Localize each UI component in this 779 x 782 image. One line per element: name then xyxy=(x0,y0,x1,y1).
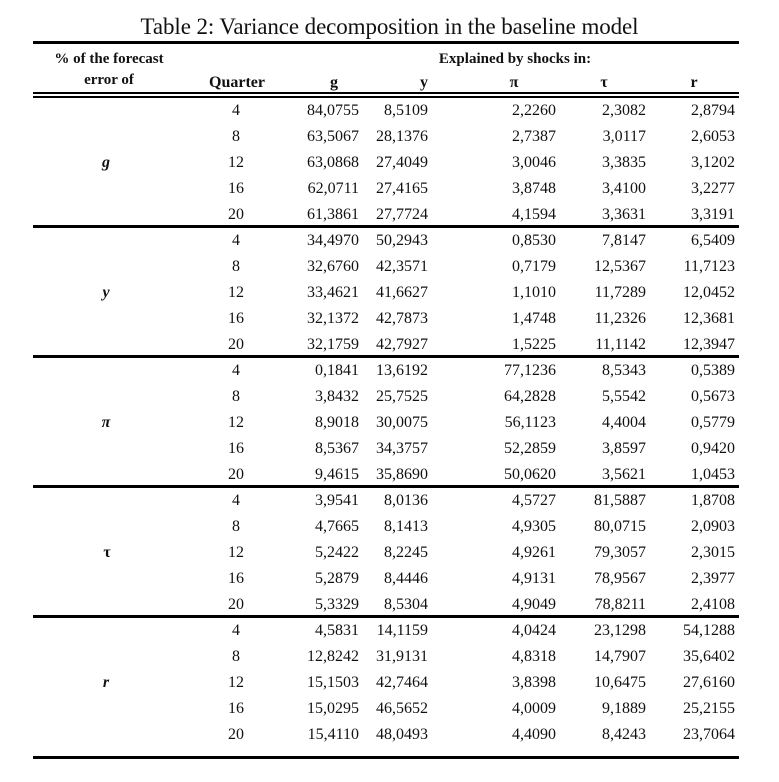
value-cell-tau: 8,4243 xyxy=(602,726,646,743)
value-cell-tau: 10,6475 xyxy=(594,674,646,691)
table-row: 12 63,0868 27,4049 3,0046 3,3835 3,1202 xyxy=(33,150,739,176)
value-cell-pi: 1,1010 xyxy=(512,284,556,301)
value-cell-pi: 4,0009 xyxy=(512,700,556,717)
value-cell-pi: 4,9131 xyxy=(512,570,556,587)
value-cell-tau: 14,7907 xyxy=(594,648,646,665)
value-cell-pi: 4,9261 xyxy=(512,544,556,561)
value-cell-y: 42,3571 xyxy=(376,258,428,275)
table-row: 16 32,1372 42,7873 1,4748 11,2326 12,3681 xyxy=(33,306,739,332)
value-cell-g: 9,4615 xyxy=(315,466,359,483)
table-row: 16 62,0711 27,4165 3,8748 3,4100 3,2277 xyxy=(33,176,739,202)
value-cell-pi: 1,5225 xyxy=(512,336,556,353)
value-cell-tau: 3,3631 xyxy=(602,206,646,223)
value-cell-pi: 4,9049 xyxy=(512,596,556,613)
value-cell-tau: 9,1889 xyxy=(602,700,646,717)
value-cell-pi: 50,0620 xyxy=(504,466,556,483)
value-cell-tau: 81,5887 xyxy=(594,492,646,509)
value-cell-r: 12,0452 xyxy=(683,284,735,301)
table-row: 8 12,8242 31,9131 4,8318 14,7907 35,6402 xyxy=(33,644,739,670)
quarter-header: Quarter xyxy=(209,74,265,91)
value-cell-g: 5,3329 xyxy=(315,596,359,613)
value-cell-g: 61,3861 xyxy=(307,206,359,223)
table-row: 16 5,2879 8,4446 4,9131 78,9567 2,3977 xyxy=(33,566,739,592)
value-cell-tau: 12,5367 xyxy=(594,258,646,275)
column-header-tau: τ xyxy=(600,74,608,91)
value-cell-tau: 5,5542 xyxy=(602,388,646,405)
group-label: τ xyxy=(103,544,111,561)
value-cell-g: 34,4970 xyxy=(307,232,359,249)
table-row: 12 33,4621 41,6627 1,1010 11,7289 12,0452 xyxy=(33,280,739,306)
value-cell-tau: 8,5343 xyxy=(602,362,646,379)
group-label: r xyxy=(102,674,110,691)
value-cell-g: 5,2422 xyxy=(315,544,359,561)
value-cell-r: 0,5673 xyxy=(691,388,735,405)
value-cell-y: 8,5304 xyxy=(384,596,428,613)
value-cell-y: 25,7525 xyxy=(376,388,428,405)
value-cell-pi: 4,4090 xyxy=(512,726,556,743)
value-cell-y: 42,7873 xyxy=(376,310,428,327)
value-cell-g: 4,7665 xyxy=(315,518,359,535)
value-cell-y: 14,1159 xyxy=(376,622,428,639)
table-row: 4 34,4970 50,2943 0,8530 7,8147 6,5409 xyxy=(33,228,739,254)
table-row: 16 8,5367 34,3757 52,2859 3,8597 0,9420 xyxy=(33,436,739,462)
value-cell-r: 0,5389 xyxy=(691,362,735,379)
value-cell-pi: 4,5727 xyxy=(512,492,556,509)
column-header-g: g xyxy=(330,74,338,91)
value-cell-pi: 77,1236 xyxy=(504,362,556,379)
value-cell-pi: 2,7387 xyxy=(512,128,556,145)
value-cell-r: 2,8794 xyxy=(691,102,735,119)
value-cell-tau: 23,1298 xyxy=(594,622,646,639)
value-cell-y: 41,6627 xyxy=(376,284,428,301)
group-label: g xyxy=(102,154,110,171)
value-cell-pi: 2,2260 xyxy=(512,102,556,119)
value-cell-r: 3,1202 xyxy=(691,154,735,171)
value-cell-y: 27,4165 xyxy=(376,180,428,197)
value-cell-y: 34,3757 xyxy=(376,440,428,457)
value-cell-r: 2,4108 xyxy=(691,596,735,613)
value-cell-y: 42,7927 xyxy=(376,336,428,353)
value-cell-g: 15,0295 xyxy=(307,700,359,717)
value-cell-y: 46,5652 xyxy=(376,700,428,717)
value-cell-g: 15,4110 xyxy=(307,726,359,743)
value-cell-tau: 11,1142 xyxy=(595,336,646,353)
table-row: 4 84,0755 8,5109 2,2260 2,3082 2,8794 xyxy=(33,98,739,124)
value-cell-pi: 52,2859 xyxy=(504,440,556,457)
table-row: 20 5,3329 8,5304 4,9049 78,8211 2,4108 xyxy=(33,592,739,618)
value-cell-tau: 3,4100 xyxy=(602,180,646,197)
table-row: 20 61,3861 27,7724 4,1594 3,3631 3,3191 xyxy=(33,202,739,228)
table-row: 20 15,4110 48,0493 4,4090 8,4243 23,7064 xyxy=(33,722,739,748)
value-cell-y: 8,0136 xyxy=(384,492,428,509)
value-cell-r: 54,1288 xyxy=(683,622,735,639)
value-cell-y: 8,1413 xyxy=(384,518,428,535)
column-header-pi: π xyxy=(509,74,519,91)
value-cell-pi: 3,8748 xyxy=(512,180,556,197)
table-title: Table 2: Variance decomposition in the baseline model xyxy=(140,14,639,39)
value-cell-y: 13,6192 xyxy=(376,362,428,379)
value-cell-tau: 3,3835 xyxy=(602,154,646,171)
value-cell-y: 48,0493 xyxy=(376,726,428,743)
value-cell-r: 6,5409 xyxy=(691,232,735,249)
value-cell-y: 28,1376 xyxy=(376,128,428,145)
value-cell-pi: 4,1594 xyxy=(512,206,556,223)
value-cell-tau: 4,4004 xyxy=(602,414,646,431)
value-cell-g: 33,4621 xyxy=(307,284,359,301)
value-cell-tau: 80,0715 xyxy=(594,518,646,535)
value-cell-r: 1,0453 xyxy=(691,466,735,483)
value-cell-pi: 3,8398 xyxy=(512,674,556,691)
table-row: 8 3,8432 25,7525 64,2828 5,5542 0,5673 xyxy=(33,384,739,410)
table-row: 4 0,1841 13,6192 77,1236 8,5343 0,5389 xyxy=(33,358,739,384)
group-label: π xyxy=(101,414,111,431)
value-cell-r: 2,6053 xyxy=(691,128,735,145)
value-cell-tau: 79,3057 xyxy=(594,544,646,561)
value-cell-g: 0,1841 xyxy=(315,362,359,379)
table-row: 12 15,1503 42,7464 3,8398 10,6475 27,6160 xyxy=(33,670,739,696)
table-row: 4 4,5831 14,1159 4,0424 23,1298 54,1288 xyxy=(33,618,739,644)
table-row: 20 32,1759 42,7927 1,5225 11,1142 12,3947 xyxy=(33,332,739,358)
value-cell-r: 25,2155 xyxy=(683,700,735,717)
value-cell-g: 32,6760 xyxy=(307,258,359,275)
value-cell-r: 3,2277 xyxy=(691,180,735,197)
top-rule xyxy=(33,41,739,44)
table-row: 12 5,2422 8,2245 4,9261 79,3057 2,3015 xyxy=(33,540,739,566)
value-cell-r: 2,0903 xyxy=(691,518,735,535)
value-cell-tau: 3,5621 xyxy=(602,466,646,483)
value-cell-y: 8,5109 xyxy=(384,102,428,119)
table-row: 16 15,0295 46,5652 4,0009 9,1889 25,2155 xyxy=(33,696,739,722)
value-cell-g: 32,1372 xyxy=(307,310,359,327)
value-cell-pi: 0,7179 xyxy=(512,258,556,275)
value-cell-pi: 4,9305 xyxy=(512,518,556,535)
value-cell-r: 12,3681 xyxy=(683,310,735,327)
value-cell-pi: 0,8530 xyxy=(512,232,556,249)
value-cell-g: 12,8242 xyxy=(307,648,359,665)
spanner-header: Explained by shocks in: xyxy=(438,51,592,67)
value-cell-g: 63,5067 xyxy=(307,128,359,145)
value-cell-pi: 1,4748 xyxy=(512,310,556,327)
value-cell-tau: 11,7289 xyxy=(594,284,646,301)
value-cell-r: 11,7123 xyxy=(683,258,735,275)
value-cell-y: 27,7724 xyxy=(376,206,428,223)
value-cell-tau: 78,8211 xyxy=(594,596,646,613)
value-cell-r: 35,6402 xyxy=(683,648,735,665)
value-cell-pi: 56,1123 xyxy=(504,414,556,431)
column-header-r: r xyxy=(690,74,698,91)
value-cell-g: 3,9541 xyxy=(315,492,359,509)
value-cell-r: 12,3947 xyxy=(683,336,735,353)
row-label-header-line2: error of xyxy=(84,72,134,88)
table-row: 8 63,5067 28,1376 2,7387 3,0117 2,6053 xyxy=(33,124,739,150)
value-cell-g: 32,1759 xyxy=(307,336,359,353)
value-cell-pi: 64,2828 xyxy=(504,388,556,405)
group-label: y xyxy=(102,284,110,301)
table-row: 20 9,4615 35,8690 50,0620 3,5621 1,0453 xyxy=(33,462,739,488)
value-cell-r: 27,6160 xyxy=(683,674,735,691)
value-cell-tau: 11,2326 xyxy=(594,310,646,327)
value-cell-g: 84,0755 xyxy=(307,102,359,119)
value-cell-tau: 78,9567 xyxy=(594,570,646,587)
table-row: 12 8,9018 30,0075 56,1123 4,4004 0,5779 xyxy=(33,410,739,436)
value-cell-g: 8,5367 xyxy=(315,440,359,457)
value-cell-r: 0,5779 xyxy=(691,414,735,431)
value-cell-y: 8,2245 xyxy=(384,544,428,561)
value-cell-tau: 2,3082 xyxy=(602,102,646,119)
value-cell-tau: 3,8597 xyxy=(602,440,646,457)
value-cell-y: 50,2943 xyxy=(376,232,428,249)
table-row: 8 4,7665 8,1413 4,9305 80,0715 2,0903 xyxy=(33,514,739,540)
value-cell-g: 8,9018 xyxy=(315,414,359,431)
value-cell-g: 63,0868 xyxy=(307,154,359,171)
value-cell-pi: 4,0424 xyxy=(512,622,556,639)
value-cell-r: 3,3191 xyxy=(691,206,735,223)
value-cell-r: 2,3015 xyxy=(691,544,735,561)
column-header-y: y xyxy=(420,74,428,91)
value-cell-y: 42,7464 xyxy=(376,674,428,691)
value-cell-y: 27,4049 xyxy=(376,154,428,171)
table-row: 8 32,6760 42,3571 0,7179 12,5367 11,7123 xyxy=(33,254,739,280)
value-cell-tau: 7,8147 xyxy=(602,232,646,249)
value-cell-r: 2,3977 xyxy=(691,570,735,587)
table-row: 4 3,9541 8,0136 4,5727 81,5887 1,8708 xyxy=(33,488,739,514)
value-cell-pi: 4,8318 xyxy=(512,648,556,665)
value-cell-g: 5,2879 xyxy=(315,570,359,587)
value-cell-y: 8,4446 xyxy=(384,570,428,587)
value-cell-y: 31,9131 xyxy=(376,648,428,665)
row-label-header-line1: % of the forecast xyxy=(54,51,164,67)
value-cell-g: 3,8432 xyxy=(315,388,359,405)
bottom-rule xyxy=(33,756,739,759)
value-cell-y: 30,0075 xyxy=(376,414,428,431)
value-cell-pi: 3,0046 xyxy=(512,154,556,171)
value-cell-r: 23,7064 xyxy=(683,726,735,743)
value-cell-r: 0,9420 xyxy=(691,440,735,457)
value-cell-tau: 3,0117 xyxy=(602,128,646,145)
value-cell-g: 62,0711 xyxy=(307,180,359,197)
value-cell-r: 1,8708 xyxy=(691,492,735,509)
value-cell-g: 15,1503 xyxy=(307,674,359,691)
value-cell-y: 35,8690 xyxy=(376,466,428,483)
value-cell-g: 4,5831 xyxy=(315,622,359,639)
